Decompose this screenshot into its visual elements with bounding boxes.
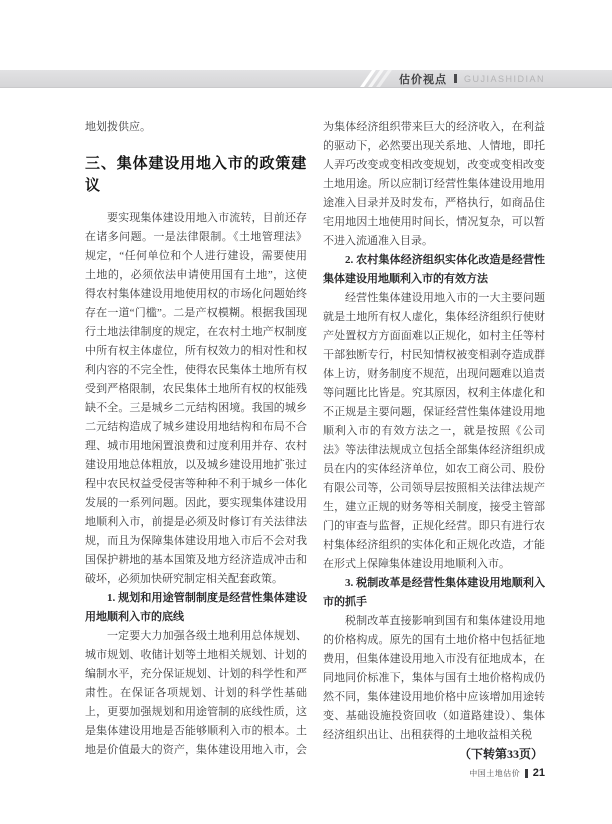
header-section-title: 估价视点 xyxy=(398,73,447,86)
paragraph: 要实现集体建设用地入市流转，目前还存在诸多问题。一是法律限制。《土地管理法》规定，“任何单位和个人进行建设，需要使用土地的，必须依法申请使用国有土地”，这使得农村集体建设用地使用权的市场化问题始终存在一道“门槛”。二是产权模糊。根据我国现行土地法律制度的规定，在农村土地产权制度中所有权主体虚位，所有权效力的相对性和权利内容的不完全性，使得农民集体土地所有权受到严格限制，农民集体土地所有权的权能残缺不全。三是城乡二元结构困境。我国的城乡二元结构造成了城乡建设用地结构和布局不合理、城市用地闲置浪费和过度利用并存、农村建设用地总体粗放，以及城乡建设用地扩张过程中农民权益受侵害等种种不利于城乡一体化发展的一系列问题。因此，要实现集体建设用地顺利入市，前提是必须及时修订有关法律法规，而且为保障集体建设用地入市后不会对我国保护耕地的基本国策及地方经济造成冲击和破坏，必须加快研究制定相关配套政策。 xyxy=(85,212,307,585)
leading-text-fragment: 地划拨供应。 xyxy=(85,121,151,133)
paragraph: 税制改革直接影响到国有和集体建设用地的价格构成。原先的国有土地价格中包括征地费用，但集体建设用地入市没有征地成本，在同地同价标准下，集体与国有土地价格构成仍然不同，集体建设用地价格中应该增加用途转变、基础设施投资回收（如道路建设）、集体经济组织出让、出租获得的土地收益相关税 xyxy=(323,615,545,741)
journal-name: 中国土地估价 xyxy=(469,768,521,778)
article-body xyxy=(85,118,545,772)
page-footer xyxy=(469,767,545,779)
subheading-3: 3. 税制改革是经营性集体建设用地顺利入市的抓手 xyxy=(323,577,545,608)
section-heading: 三、集体建设用地入市的政策建议 xyxy=(85,155,307,194)
diagonal-stripes-icon xyxy=(366,70,386,87)
continued-on-page-note: （下转第33页） xyxy=(458,747,543,761)
separator-bar-icon xyxy=(525,769,528,778)
subheading-1: 1. 规划和用途管制制度是经营性集体建设用地顺利入市的底线 xyxy=(85,592,307,623)
subheading-2: 2. 农村集体经济组织实体化改造是经营性集体建设用地顺利入市的有效方法 xyxy=(323,254,545,285)
paragraph: 经营性集体建设用地入市的一大主要问题就是土地所有权人虚化，集体经济组织行使财产处置权方方面面难以正规化，如村主任等村干部独断专行，村民知情权被变相剥夺造成群体上访，财务制度不规范，出现问题难以追责等问题比比皆是。究其原因，权利主体虚化和不正规是主要问题，保证经营性集体建设用地顺利入市的有效方法之一，就是按照《公司法》等法律法规成立包括全部集体经济组织成员在内的实体经济单位，如农工商公司、股份有限公司等，公司领导层按照相关法律法规产生，建立正规的财务等相关制度，接受主管部门的审查与监督，正规化经营。即只有进行农村集体经济组织的实体化和正规化改造，才能在形式上保障集体建设用地顺利入市。 xyxy=(323,292,545,570)
header-section-title-pinyin: GUJIASHIDIAN xyxy=(463,73,545,84)
header-section-block xyxy=(366,70,545,87)
paragraph: 一定要大力加强各级土地利用总体规划、城市规划、收储计划等土地相关规划、计划的编制水平，充分保证规划、计划的科学性和严肃性。在保证各项规划、计划的科学性基础上，更要加强规划和用途管制的底线性质，这是集体建设用地是否能够顺利入市的根本。土地是价值最大的资产，集体建设用地入市，会为集体经济组织带来巨大的经济收入，在利益的驱动下，必然要出现关系地、人情地，即托人弄巧改变或变相改变规划，改变或变相改变土地用途。所以应制订经营性集体建设用地用途准入目录并及时发布，严格执行，如商品住宅用地因土地使用时间长，情况复杂，可以暂不进入流通准入目录。 xyxy=(85,121,545,756)
separator-bar-icon xyxy=(454,74,457,83)
page-header-band xyxy=(0,70,612,88)
page-number: 21 xyxy=(532,767,545,779)
